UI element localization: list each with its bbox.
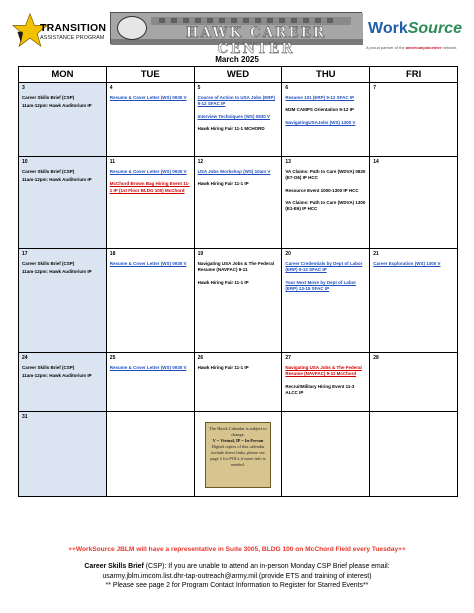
day-number: 18 [109,251,116,257]
csb-label: Career Skills Brief [84,563,144,570]
event-text: Career Skills Brief (CSP) [22,365,75,371]
month-title: March 2025 [215,55,259,64]
day-number: 21 [373,251,379,257]
calendar-day-cell [19,353,107,412]
day-number: 27 [285,355,291,361]
day-number: 17 [22,251,28,257]
calendar-day-cell [370,83,458,157]
email-line: usarmy.jblm.imcom.list.dhr-tap-outreach@army.mil (provide ETS and training of interest) [102,572,372,580]
weekday-header: FRI [370,67,458,83]
event-link[interactable]: Career Credentials by Dept of Labor (ERP) 9-12 SFAC IP [285,261,363,273]
calendar-week-row [19,157,458,249]
event-text: VA Claims: Path to Care (WDVA) 1300 (E1-E6) IP HCC [285,199,366,212]
calendar-day-cell [19,157,107,249]
event-text: Resource Event 1000-1300 IP HCC [285,187,359,193]
event-link[interactable]: Navigating USA Jobs & The Federal Resume (NAVFAC) 9-11 McChord [285,365,362,377]
event-text: 11am-12pm: Hawk Auditorium IP [22,103,92,109]
event-link[interactable]: Resume & Cover Letter (WS) 0930 V [109,169,187,175]
event-link[interactable]: McChord Brown Bag Hiring Event 11-1 IP (1st Floor BLDG 100) McChord [109,181,190,193]
calendar-table [18,66,458,497]
day-number: 11 [109,159,116,165]
event-text: Hawk Hiring Fair 11-1 IP [197,181,249,187]
calendar-day-cell [282,249,370,353]
weekday-header: MON [19,67,107,83]
tap-title: TRANSITION [40,22,107,34]
weekday-header: TUE [106,67,194,83]
calendar-day-cell [194,353,282,412]
event-text: Hawk Hiring Fair 11-1 IP [197,279,249,285]
tagline-pre: A proud partner of the [366,45,406,50]
event-text: Hawk Hiring Fair 11-1 IP [197,365,249,371]
banner-title: HAWK CAREER CENTER [185,25,327,57]
day-number: 20 [285,251,291,257]
event-link[interactable]: Resume & Cover Letter (WS) 0930 V [109,95,187,101]
event-link[interactable]: Course of Action to USA Jobs (ERP) 9-12 SFAC IP [197,95,276,107]
event-text: 11am-12pm: Hawk Auditorium IP [22,269,92,275]
event-link[interactable]: Resume & Cover Letter (WS) 0930 V [109,365,187,371]
calendar-notice [205,422,271,488]
worksource-wordmark [368,20,462,38]
calendar-day-cell [19,412,107,497]
day-number: 12 [197,159,204,165]
event-link[interactable]: NavigatingUSAJobs (WS) 1300 V [285,119,356,125]
notice-legend: V = Virtual, IP = In-Person [212,438,264,443]
day-number: 3 [22,85,25,91]
tap-subtitle: ASSISTANCE PROGRAM [40,35,105,41]
day-number: 6 [285,85,289,91]
day-number: 24 [22,355,28,361]
event-link[interactable]: Your Next Move by Dept of Labor (ERP) 13-15 SFAC IP [285,279,357,291]
event-text: 11am-12pm: Hawk Auditorium IP [22,373,92,379]
weekday-header: THU [282,67,370,83]
page2-line: ** Please see page 2 for Program Contact Information to Register for Starred Events** [105,582,369,589]
day-number: 26 [197,355,204,361]
tagline-ajc: americanjobcenter [405,45,442,50]
calendar-day-cell [19,83,107,157]
calendar-day-cell [106,157,194,249]
event-text: RecruitMilitary Hiring Event 11-3 ALCC IP [285,383,355,395]
day-number: 10 [22,159,28,165]
worksource-notice: ++WorkSource JBLM will have a representative in Suite 3005, BLDG 100 on McChord Field every Tuesday++ [68,546,406,553]
calendar-day-cell [370,412,458,497]
footer-info [0,562,474,591]
worksource-source-text: Source [407,20,462,37]
day-number: 28 [373,355,379,361]
hawk-emblem-icon [117,16,147,40]
calendar-day-cell [282,83,370,157]
page-header [0,0,474,66]
career-skills-line [0,562,474,572]
day-number: 5 [197,85,201,91]
weekday-header-row [19,67,458,83]
calendar-day-cell [282,353,370,412]
event-text: Hawk Hiring Fair 11-1 MCHORD [197,125,265,131]
calendar-day-cell [106,412,194,497]
calendar-day-cell [282,157,370,249]
calendar-day-cell [370,353,458,412]
event-text: M2M CAMPS Orientation 9-12 IP [285,107,354,113]
calendar-week-row [19,83,458,157]
calendar-day-cell [194,157,282,249]
calendar-day-cell [370,249,458,353]
event-link[interactable]: Resume & Cover Letter (WS) 0930 V [109,261,187,267]
calendar-day-cell [106,353,194,412]
event-text: Career Skills Brief (CSP) [22,169,75,175]
day-number: 31 [22,414,28,420]
calendar-notice-cell [194,412,282,497]
calendar-day-cell [19,249,107,353]
worksource-tagline [366,45,457,50]
notice-line: Digital copies of this calendar include direct links; please see page 2 for POCs if more info is needed. [210,444,266,467]
weekday-header: WED [194,67,282,83]
calendar-day-cell [282,412,370,497]
tagline-post: network [441,45,457,50]
notice-line: The Hawk Calendar is subject to change. [209,426,267,437]
day-number: 14 [373,159,379,165]
calendar-day-cell [194,249,282,353]
hawk-career-center-banner [110,12,362,57]
calendar-day-cell [106,83,194,157]
event-text: VA Claims: Path to Care (WDVA) 0830 (E7-O6) IP HCC [285,169,366,181]
transition-assistance-logo [12,10,112,54]
event-link[interactable]: USA Jobs Workshop (WS) 10am V [197,169,271,175]
calendar-week-row [19,249,458,353]
calendar-week-row [19,353,458,412]
worksource-logo [366,12,472,58]
event-link[interactable]: Career Exploration (WS) 1300 V [373,261,441,267]
day-number: 4 [109,85,113,91]
day-number: 7 [373,85,376,91]
event-link[interactable]: Resume 101 (ERP) 9-12 SFAC IP [285,95,355,101]
event-text: Career Skills Brief (CSP) [22,261,75,267]
event-text: 11am-12pm: Hawk Auditorium IP [22,177,92,183]
calendar-day-cell [106,249,194,353]
csb-text: (CSP): If you are unable to attend an in-person Monday CSP Brief please email: [143,563,390,570]
day-number: 13 [285,159,291,165]
calendar-week-row [19,412,458,497]
calendar-day-cell [370,157,458,249]
event-link[interactable]: Interview Techniques (WS) 0930 V [197,113,271,119]
calendar-day-cell [194,83,282,157]
day-number: 25 [109,355,116,361]
event-text: Career Skills Brief (CSP) [22,95,75,101]
day-number: 19 [197,251,204,257]
event-text: Navigating USA Jobs & The Federal Resume (NAVFAC) 9-11 [197,261,274,273]
worksource-work-text: Work [368,20,408,37]
